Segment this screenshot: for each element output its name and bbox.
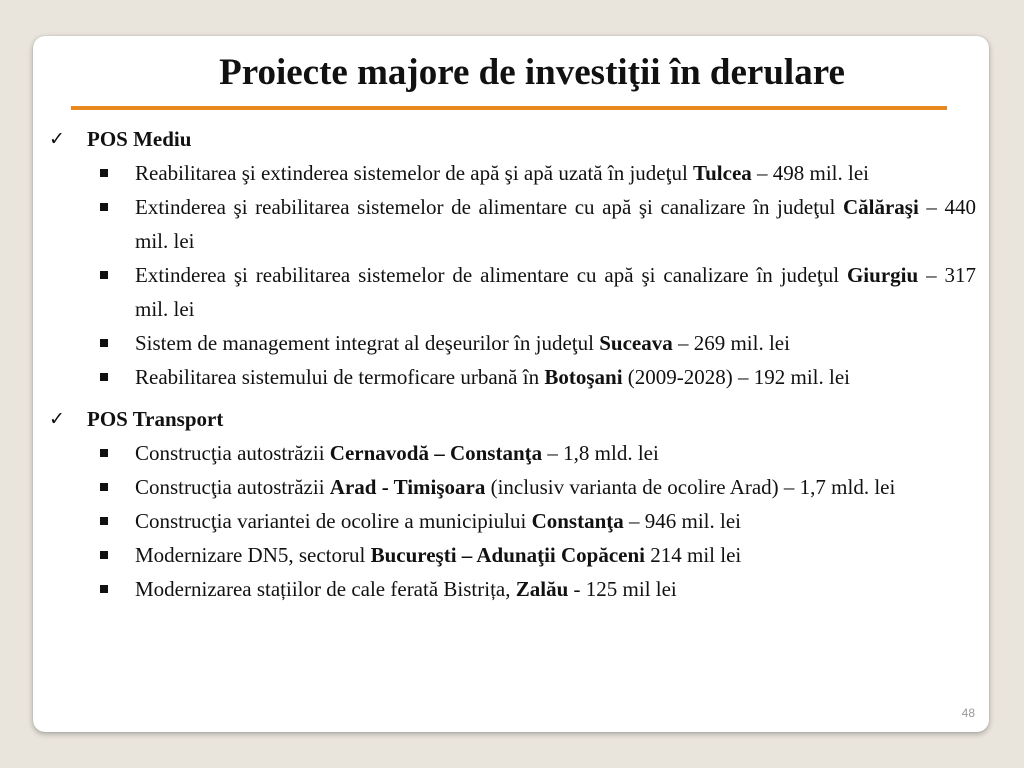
list-item bbox=[46, 156, 976, 190]
list-item bbox=[46, 190, 976, 258]
list-item bbox=[46, 258, 976, 326]
item-value: 214 mil lei bbox=[645, 543, 742, 567]
item-location: Giurgiu bbox=[846, 263, 919, 287]
list-item bbox=[46, 470, 976, 504]
square-bullet-icon bbox=[100, 271, 108, 279]
square-bullet-icon bbox=[100, 517, 108, 525]
item-text: Extinderea şi reabilitarea sistemelor de alimentare cu apă şi canalizare în judeţul bbox=[135, 263, 847, 287]
item-value: (inclusiv varianta de ocolire Arad) – 1,7 mld. lei bbox=[485, 475, 896, 499]
slide bbox=[33, 36, 989, 732]
section-pos-transport bbox=[46, 402, 976, 606]
item-value: – 946 mil. lei bbox=[623, 509, 741, 533]
item-value: – 498 mil. lei bbox=[751, 161, 870, 185]
slide-title: Proiecte majore de investiţii în derulare bbox=[219, 52, 845, 93]
bullet-list bbox=[46, 436, 976, 606]
item-location: Călăraşi bbox=[842, 195, 919, 219]
section-heading-label: POS Mediu bbox=[87, 127, 192, 151]
item-value: – 317 mil. lei bbox=[135, 263, 977, 321]
item-location: Botoşani bbox=[544, 365, 623, 389]
item-text: Modernizarea stațiilor de cale ferată Bistrița, bbox=[135, 577, 516, 601]
item-text: Reabilitarea sistemului de termoficare urbană în bbox=[135, 365, 545, 389]
item-text: Construcţia variantei de ocolire a municipiului bbox=[135, 509, 532, 533]
item-location: Tulcea bbox=[693, 161, 752, 185]
item-value: (2009-2028) – 192 mil. lei bbox=[622, 365, 851, 389]
square-bullet-icon bbox=[100, 449, 108, 457]
item-value: - 125 mil lei bbox=[568, 577, 677, 601]
section-pos-mediu bbox=[46, 122, 976, 394]
item-text: Reabilitarea şi extinderea sistemelor de apă şi apă uzată în judeţul bbox=[135, 161, 694, 185]
item-text: Sistem de management integrat al deşeurilor în judeţul bbox=[135, 331, 600, 355]
title-underline bbox=[71, 106, 947, 110]
list-item bbox=[46, 360, 976, 394]
section-heading-label: POS Transport bbox=[87, 407, 224, 431]
list-item bbox=[46, 504, 976, 538]
square-bullet-icon bbox=[100, 373, 108, 381]
bullet-list bbox=[46, 156, 976, 394]
item-location: Bucureşti – Adunaţii Copăceni bbox=[370, 543, 645, 567]
list-item bbox=[46, 572, 976, 606]
item-location: Suceava bbox=[599, 331, 673, 355]
square-bullet-icon bbox=[100, 483, 108, 491]
item-value: – 269 mil. lei bbox=[672, 331, 790, 355]
square-bullet-icon bbox=[100, 169, 108, 177]
item-text: Modernizare DN5, sectorul bbox=[135, 543, 371, 567]
item-text: Extinderea şi reabilitarea sistemelor de alimentare cu apă şi canalizare în judeţul bbox=[135, 195, 843, 219]
slide-content bbox=[46, 122, 976, 606]
page-number: 48 bbox=[961, 706, 975, 720]
square-bullet-icon bbox=[100, 551, 108, 559]
section-heading bbox=[46, 402, 976, 436]
checkmark-icon: ✓ bbox=[49, 408, 65, 430]
item-location: Cernavodă – Constanţa bbox=[329, 441, 543, 465]
item-value: – 440 mil. lei bbox=[135, 195, 976, 253]
list-item bbox=[46, 436, 976, 470]
item-location: Constanţa bbox=[531, 509, 624, 533]
square-bullet-icon bbox=[100, 585, 108, 593]
item-location: Arad - Timişoara bbox=[329, 475, 486, 499]
square-bullet-icon bbox=[100, 203, 108, 211]
item-value: – 1,8 mld. lei bbox=[542, 441, 659, 465]
item-text: Construcţia autostrăzii bbox=[135, 441, 330, 465]
checkmark-icon: ✓ bbox=[49, 128, 65, 150]
list-item bbox=[46, 326, 976, 360]
item-text: Construcţia autostrăzii bbox=[135, 475, 330, 499]
square-bullet-icon bbox=[100, 339, 108, 347]
section-heading bbox=[46, 122, 976, 156]
item-location: Zalău bbox=[515, 577, 569, 601]
list-item bbox=[46, 538, 976, 572]
